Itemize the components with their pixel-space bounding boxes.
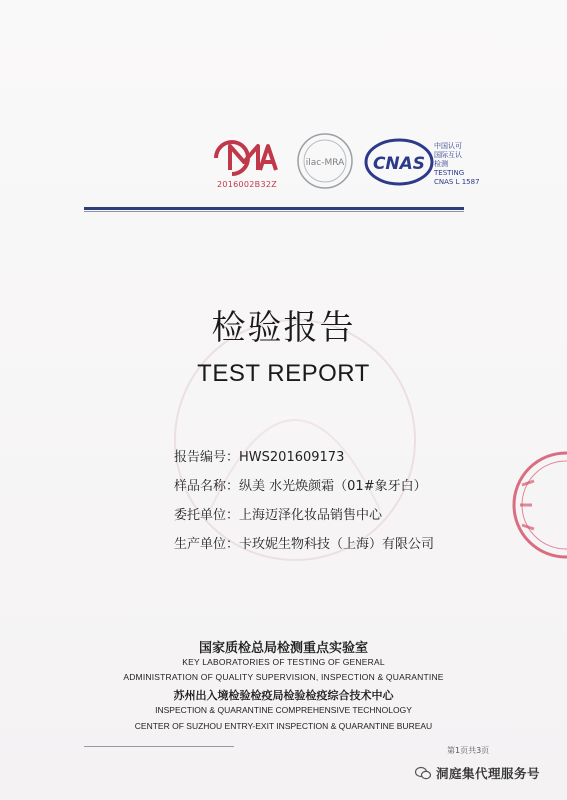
report-title-en: TEST REPORT: [197, 360, 370, 387]
org-name-en-2: ADMINISTRATION OF QUALITY SUPERVISION, INSPECTION & QUARANTINE: [123, 672, 444, 682]
report-title-cn: 检验报告: [211, 308, 356, 348]
cnas-caption-line: 检测: [434, 160, 448, 168]
report-fields: [174, 446, 504, 562]
org-name-cn-2: 苏州出入境检验检疫局检验检疫综合技术中心: [173, 689, 394, 702]
field-value: HWS201609173: [239, 450, 345, 465]
field-report-number: [174, 446, 504, 475]
field-value: 卡玫妮生物科技（上海）有限公司: [239, 537, 435, 552]
page-number: 第1页共3页: [447, 746, 490, 755]
field-manufacturer: [174, 533, 504, 562]
org-name-en-3: INSPECTION & QUARANTINE COMPREHENSIVE TECHNOLOGY: [155, 705, 412, 715]
watermark-text: 洞庭集代理服务号: [436, 766, 541, 781]
cnas-caption-line: 中国认可: [434, 142, 462, 150]
field-label: 样品名称：: [174, 479, 240, 494]
ilac-text: ilac-MRA: [305, 158, 345, 168]
wechat-icon: [415, 766, 431, 780]
cnas-text: CNAS: [372, 154, 426, 174]
cnas-logo-icon: [364, 138, 434, 186]
cnas-caption-line: CNAS L 1587: [434, 178, 480, 186]
footer-divider: [84, 746, 234, 747]
field-label: 生产单位：: [174, 537, 240, 552]
red-seal-stamp-icon: [504, 445, 567, 565]
field-sample-name: [174, 475, 504, 504]
header-divider-thin: [84, 211, 464, 212]
cnas-caption-line: 国际互认: [434, 151, 462, 159]
field-value: 纵美 水光焕颜霜（01#象牙白）: [239, 479, 427, 494]
cnas-caption-line: TESTING: [434, 169, 465, 177]
field-label: 委托单位：: [174, 508, 240, 523]
cma-logo-icon: [208, 138, 280, 178]
field-value: 上海迈泽化妆品销售中心: [239, 508, 383, 523]
org-name-cn-1: 国家质检总局检测重点实验室: [198, 641, 368, 656]
org-name-en-1: KEY LABORATORIES OF TESTING OF GENERAL: [182, 657, 385, 667]
cnas-caption: [434, 142, 504, 187]
header-divider: [84, 207, 464, 210]
field-label: 报告编号：: [174, 450, 240, 465]
org-name-en-4: CENTER OF SUZHOU ENTRY-EXIT INSPECTION & QUARANTINE BUREAU: [134, 721, 433, 731]
field-client: [174, 504, 504, 533]
ilac-mra-logo-icon: [294, 132, 356, 190]
accreditation-logos: [0, 132, 567, 202]
cma-number: 2016002B32Z: [216, 180, 278, 189]
